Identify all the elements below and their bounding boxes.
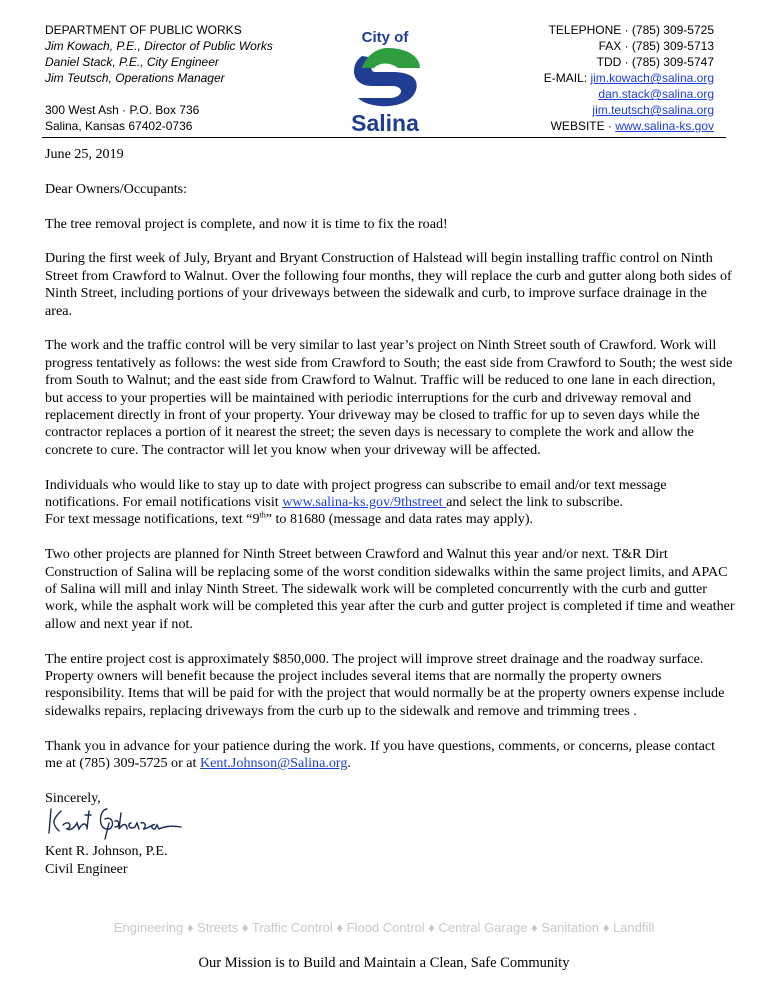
letter-body: [45, 146, 735, 878]
email-teutsch-link[interactable]: jim.teutsch@salina.org: [592, 103, 714, 117]
salutation: Dear Owners/Occupants:: [45, 180, 188, 197]
paragraph-7: Thank you in advance for your patience during the work. If you have questions, comments, or concerns, please contact me at (785) 309-5725 or at Kent.Johnson@Salina.org.: [45, 737, 716, 772]
telephone: TELEPHONE · (785) 309-5725: [548, 23, 714, 37]
website-link[interactable]: www.salina-ks.gov: [615, 119, 714, 133]
staff-city-engineer: Daniel Stack, P.E., City Engineer: [45, 55, 219, 69]
website-label: WEBSITE ·: [550, 119, 612, 133]
paragraph-5: Two other projects are planned for Ninth Street between Crawford and Walnut this year and/or next. T&R Dirt Construction of Salina will be replacing some of the worst condition sidewalks within the same project limits, and APAC of Salina will mill and inlay Ninth Street. The sidewalk work will be completed concurrently with the curb and gutter work, while the asphalt work will be completed this year after the curb and gutter project is completed if time and weather allow and next year if not.: [45, 546, 735, 632]
address-line-2: Salina, Kansas 67402-0736: [45, 119, 193, 133]
signer-title: Civil Engineer: [45, 860, 128, 877]
mission-statement: Our Mission is to Build and Maintain a Clean, Safe Community: [198, 955, 570, 971]
tdd: TDD · (785) 309-5747: [596, 55, 714, 69]
email-row: [544, 70, 714, 86]
letter-date: June 25, 2019: [45, 146, 124, 162]
logo-salina-text: Salina: [351, 110, 419, 134]
header-divider: [42, 137, 726, 138]
logo-city-of-text: City of: [361, 29, 409, 46]
ninth-street-link[interactable]: www.salina-ks.gov/9thstreet: [282, 494, 447, 511]
logo-s-mark-green: [362, 48, 420, 68]
email-stack-link[interactable]: dan.stack@salina.org: [598, 87, 714, 101]
staff-operations-manager: Jim Teutsch, Operations Manager: [45, 71, 225, 85]
paragraph-1: The tree removal project is complete, and now it is time to fix the road!: [45, 215, 448, 232]
paragraph-2: During the first week of July, Bryant and Bryant Construction of Halstead will begin installing traffic control on Ninth Street from Crawford to Walnut. Over the following four months, they will replace the curb and gutter along both sides of Ninth Street, including portions of your driveways between the sidewalk and curb, to improve surface drainage in the area.: [45, 250, 732, 319]
signer-name: Kent R. Johnson, P.E.: [45, 843, 168, 860]
kent-johnson-email-link[interactable]: Kent.Johnson@Salina.org: [200, 755, 348, 772]
city-of-salina-logo: [340, 28, 430, 134]
department-info: [45, 22, 273, 134]
fax: FAX · (785) 309-5713: [598, 39, 714, 53]
contact-info: [544, 22, 714, 134]
paragraph-3: The work and the traffic control will be very similar to last year’s project on Ninth Street south of Crawford. Work will progress tentatively as follows: the west side from Crawford to South; the east side from Crawford to South; the west side from South to Walnut; and the east side from Crawford to Walnut. Traffic will be reduced to one lane in each direction, but access to your properties will be maintained with periodic interruptions for the curb and driveway removal and replacement directly in front of your property. Your driveway may be closed to traffic for up to seven days while the contractor replaces a portion of it nearest the street; the seven days is necessary to complete the work and allow the concrete to cure. The contractor will let you know when your driveway will be affected.: [45, 337, 733, 458]
email-kowach-link[interactable]: jim.kowach@salina.org: [590, 71, 714, 85]
department-name: DEPARTMENT OF PUBLIC WORKS: [45, 23, 242, 37]
closing: Sincerely,: [45, 789, 101, 806]
address-line-1: 300 West Ash · P.O. Box 736: [45, 103, 200, 117]
signature: [45, 801, 185, 841]
email-label: E-MAIL:: [543, 71, 588, 85]
paragraph-6: The entire project cost is approximately $850,000. The project will improve street drainage and the roadway surface. Property owners will benefit because the project includes several items that are normally the property owners responsibility. Items that will be paid for with the project that would normally be at the property owners expense include sidewalks repairs, replacing driveways from the curb up to the sidewalk and remove and trimming trees .: [45, 650, 725, 719]
staff-director: Jim Kowach, P.E., Director of Public Works: [45, 39, 273, 53]
services-list: Engineering ♦ Streets ♦ Traffic Control ♦ Flood Control ♦ Central Garage ♦ Sanitation ♦ Landfill: [113, 920, 655, 935]
paragraph-4: Individuals who would like to stay up to date with project progress can subscribe to email and/or text message notifications. For email notifications visit www.salina-ks.gov/9thstreet and select the link to subscribe. For text message notifications, text “9th” to 81680 (message and data rates may apply).: [45, 476, 667, 528]
website-row: [544, 118, 714, 134]
